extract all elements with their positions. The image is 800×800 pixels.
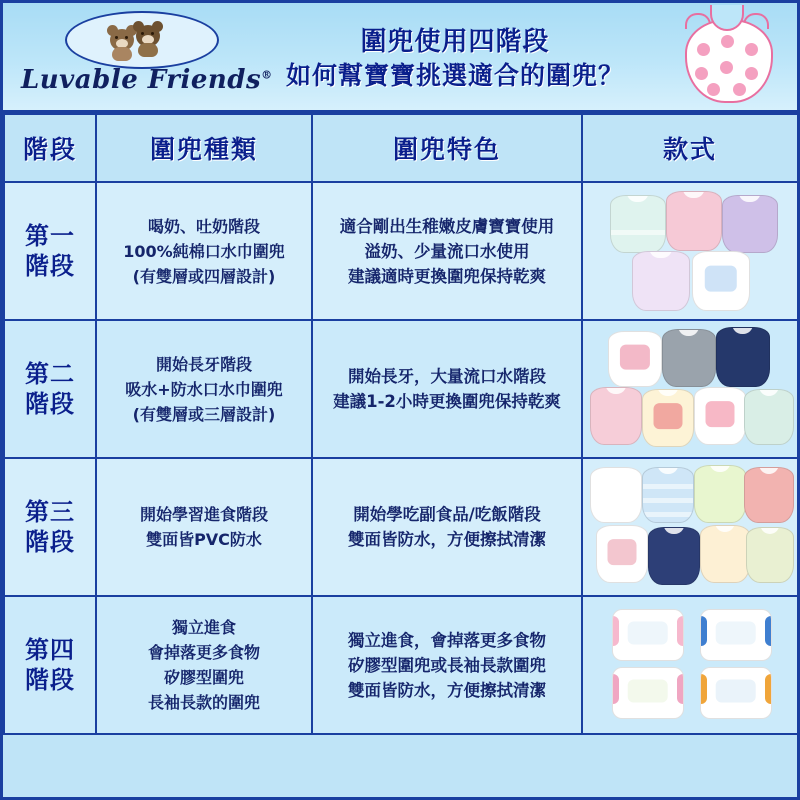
feature-line: 溢奶、少量流口水使用 — [364, 241, 530, 261]
type-line: 開始學習進食階段 — [139, 505, 268, 524]
style-cell — [582, 458, 798, 596]
stage-line: 第二 — [25, 360, 75, 388]
type-line: 100%純棉口水巾圍兜 — [123, 241, 285, 261]
two-bears-icon — [107, 19, 177, 61]
stages-table — [3, 113, 799, 735]
type-line: 矽膠型圍兜 — [163, 668, 244, 687]
registered-mark: ® — [261, 68, 273, 82]
brand-logo — [15, 9, 273, 107]
style-cell — [582, 320, 798, 458]
stage-line: 階段 — [25, 528, 75, 556]
feature-line: 獨立進食，會掉落更多食物 — [348, 630, 546, 650]
stage-1-cotton-bibs-photo — [588, 189, 793, 313]
stage-line: 第一 — [25, 222, 75, 250]
stage-line: 第三 — [25, 498, 75, 526]
type-line: (有雙層或四層設計) — [132, 266, 276, 286]
stage-cell — [4, 458, 96, 596]
column-header-feature: 圍兜特色 — [312, 114, 582, 182]
style-cell — [582, 182, 798, 320]
type-line: (有雙層或三層設計) — [132, 404, 276, 424]
type-cell — [96, 458, 312, 596]
feature-cell — [312, 182, 582, 320]
stage-cell — [4, 182, 96, 320]
table-header-row — [4, 114, 798, 182]
type-line: 吸水+防水口水巾圍兜 — [125, 379, 283, 399]
polka-dot-bib-icon — [679, 13, 775, 105]
type-line: 獨立進食 — [171, 618, 236, 637]
feature-line: 建議適時更換圍兜保持乾爽 — [348, 266, 546, 286]
stage-line: 階段 — [25, 390, 75, 418]
stage-3-pvc-bibs-photo — [588, 465, 793, 589]
type-cell — [96, 320, 312, 458]
title-line-2: 如何幫寶寶挑選適合的圍兜？ — [285, 61, 624, 90]
feature-line: 矽膠型圍兜或長袖長款圍兜 — [348, 655, 546, 675]
type-line: 開始長牙階段 — [155, 354, 252, 374]
stage-line: 階段 — [25, 252, 75, 280]
stage-line: 階段 — [25, 666, 75, 694]
feature-cell — [312, 458, 582, 596]
column-header-type: 圍兜種類 — [96, 114, 312, 182]
table-row — [4, 182, 798, 320]
column-header-stage: 階段 — [4, 114, 96, 182]
feature-line: 開始學吃副食品/吃飯階段 — [353, 505, 541, 524]
table-row — [4, 458, 798, 596]
table-row — [4, 320, 798, 458]
brand-name-text: Luvable Friends — [21, 65, 262, 95]
feature-line: 開始長牙，大量流口水階段 — [348, 367, 546, 386]
type-line: 喝奶、吐奶階段 — [147, 216, 260, 236]
type-line: 長袖長款的圍兜 — [147, 693, 260, 712]
type-cell — [96, 596, 312, 734]
stage-cell — [4, 320, 96, 458]
stage-4-long-sleeve-smocks-photo — [588, 603, 793, 727]
stage-line: 第四 — [25, 636, 75, 664]
stage-cell — [4, 596, 96, 734]
type-cell — [96, 182, 312, 320]
feature-line: 建議1-2小時更換圍兜保持乾爽 — [333, 392, 561, 411]
column-header-style: 款式 — [582, 114, 798, 182]
title-line-1: 圍兜使用四階段 — [360, 27, 550, 57]
stage-2-waterproof-bibs-photo — [588, 327, 793, 451]
type-line: 雙面皆PVC防水 — [146, 530, 262, 549]
table-row — [4, 596, 798, 734]
feature-cell — [312, 596, 582, 734]
feature-cell — [312, 320, 582, 458]
page-title — [253, 25, 657, 93]
header — [3, 3, 797, 113]
brand-name — [21, 65, 273, 95]
feature-line: 雙面皆防水，方便擦拭清潔 — [348, 680, 546, 700]
type-line: 會掉落更多食物 — [147, 643, 260, 662]
style-cell — [582, 596, 798, 734]
feature-line: 雙面皆防水，方便擦拭清潔 — [348, 530, 546, 549]
feature-line: 適合剛出生稚嫩皮膚寶寶使用 — [339, 216, 555, 236]
